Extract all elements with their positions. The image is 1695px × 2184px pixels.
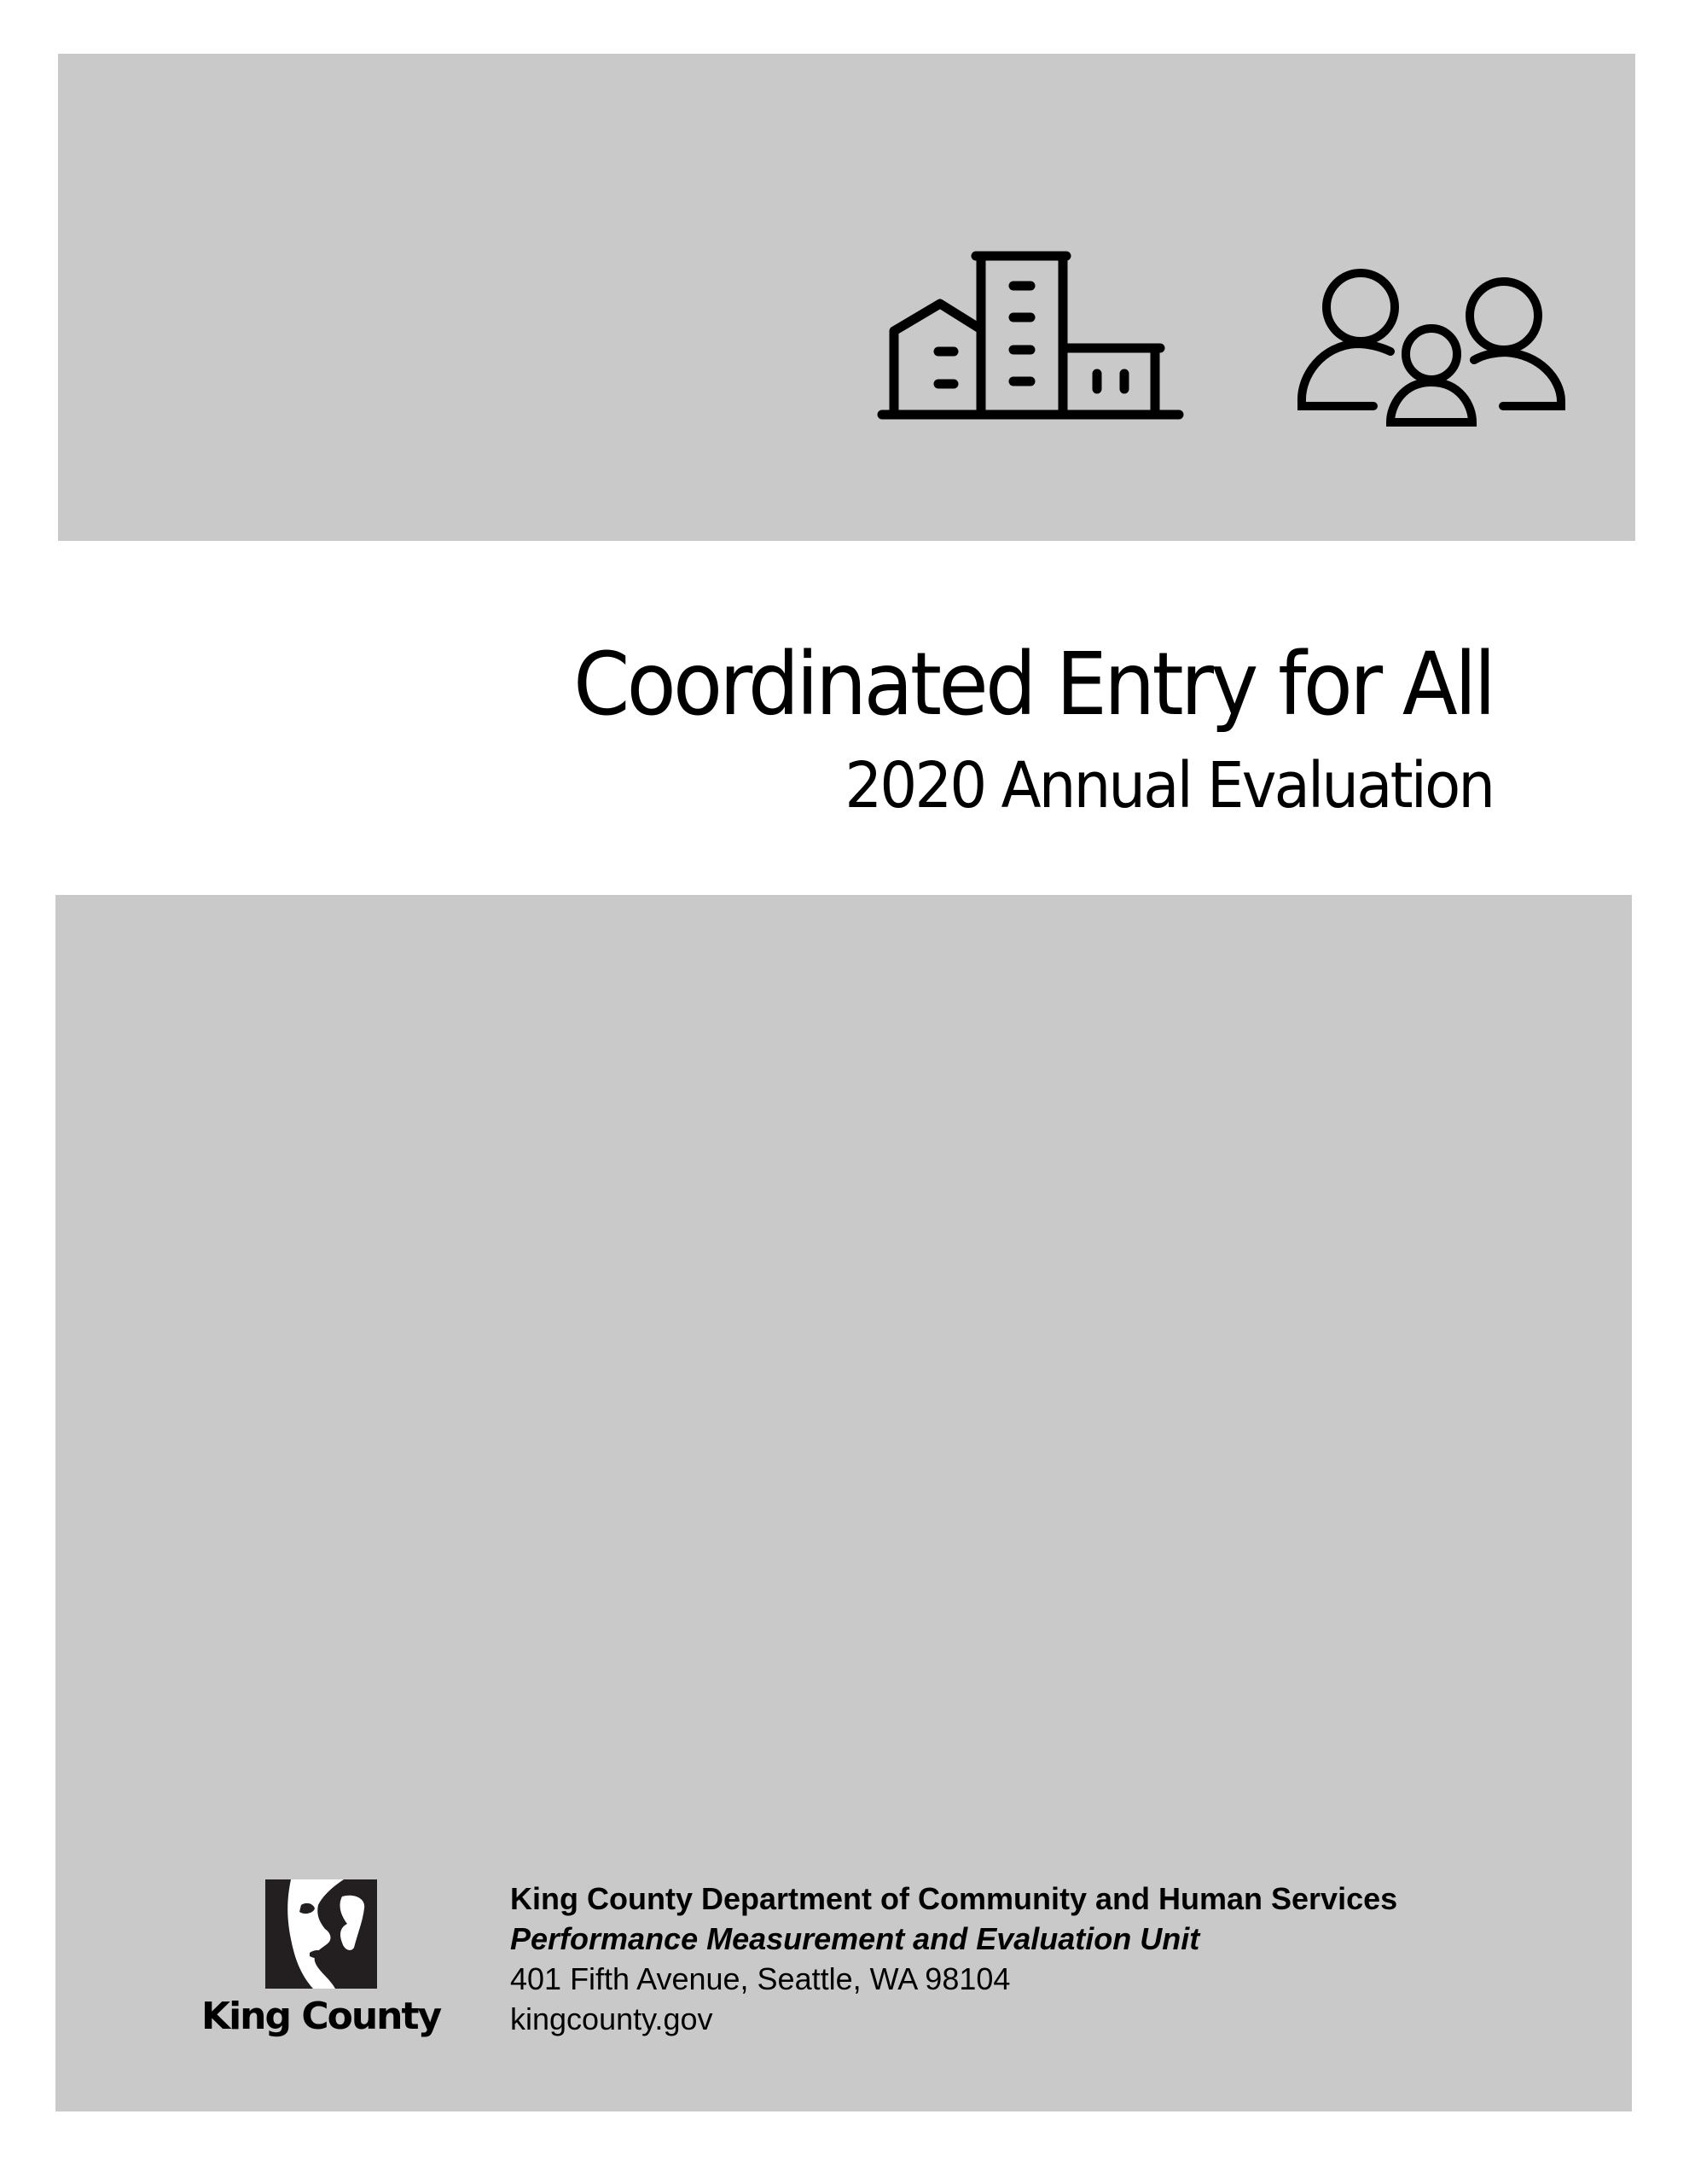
title-block <box>504 634 1493 822</box>
document-title: Coordinated Entry for All <box>572 634 1493 735</box>
website-link[interactable]: kingcounty.gov <box>510 2001 713 2036</box>
department-name: King County Department of Community and Human Services <box>510 1881 1398 1916</box>
address: 401 Fifth Avenue, Seattle, WA 98104 <box>510 1961 1011 1996</box>
organization-info <box>510 1879 1397 2039</box>
buildings-icon <box>877 247 1184 427</box>
unit-name: Performance Measurement and Evaluation Unit <box>510 1921 1200 1956</box>
document-subtitle: 2020 Annual Evaluation <box>845 749 1493 822</box>
people-group-icon <box>1280 256 1570 435</box>
king-county-logo-text: King County <box>201 1995 441 2038</box>
king-county-logo-icon <box>265 1879 377 1989</box>
